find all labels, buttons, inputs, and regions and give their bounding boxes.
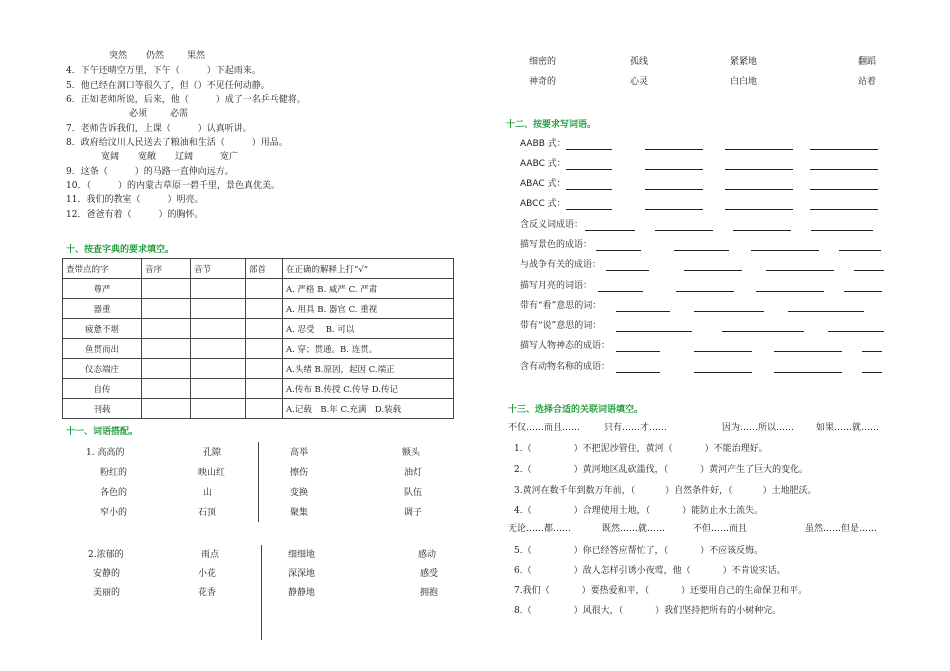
- match-word: 聚集: [290, 508, 309, 518]
- input-cell[interactable]: [142, 339, 191, 359]
- match-word: 2.浓郁的: [88, 550, 124, 560]
- answer-blank[interactable]: [694, 302, 764, 312]
- answer-blank[interactable]: [645, 200, 703, 210]
- answer-blank[interactable]: [725, 160, 793, 170]
- q-part: ）黄河产生了巨大的变化。: [700, 465, 809, 475]
- match-word: 站着: [858, 77, 877, 87]
- q-part: 1.（: [514, 444, 532, 454]
- match-word: 高举: [290, 448, 309, 458]
- q-part: ）风很大，（: [573, 606, 624, 616]
- input-cell[interactable]: [246, 319, 283, 339]
- q-part: ）要热爱和平，（: [581, 586, 650, 596]
- pattern-label: ABCC 式：: [520, 199, 566, 209]
- match-word: 映山红: [198, 468, 226, 478]
- pattern-label: AABC 式：: [520, 159, 566, 169]
- match-word: 细密的: [529, 57, 557, 67]
- input-cell[interactable]: [142, 319, 191, 339]
- input-cell[interactable]: [142, 299, 191, 319]
- answer-blank[interactable]: [616, 363, 660, 373]
- options-cell: A.记载 B.年 C.充满 D.装载: [283, 399, 454, 419]
- answer-blank[interactable]: [694, 342, 752, 352]
- match-word: 1. 高高的: [86, 448, 125, 458]
- table-row: [63, 379, 454, 399]
- answer-blanks: [566, 178, 878, 190]
- match-word: 擦伤: [290, 468, 309, 478]
- match-word: 额头: [402, 448, 421, 458]
- table-row: [63, 319, 454, 339]
- answer-blanks: [596, 239, 881, 251]
- option-word: 突然: [109, 51, 128, 61]
- options-cell: A. 穿；贯通。B. 连贯。: [283, 339, 454, 359]
- question-9: 9．这条（ ）的马路一直伸向远方。: [66, 167, 234, 177]
- word-cell: 鱼贯而出: [63, 339, 142, 359]
- q-part: 5.（: [514, 546, 532, 556]
- option-word: 必须: [129, 109, 148, 119]
- header-cell: 在正确的解释上打“√”: [283, 259, 454, 279]
- category-label: 带有“说”意思的词：: [520, 321, 602, 331]
- answer-blanks: [566, 158, 878, 170]
- conj-question-4: [514, 505, 763, 517]
- answer-blanks: [566, 198, 878, 210]
- answer-blank[interactable]: [810, 140, 878, 150]
- answer-blanks: [566, 138, 878, 150]
- conjunction-option: 不但……而且: [693, 524, 748, 534]
- answer-blanks: [616, 340, 882, 352]
- answer-blanks: [598, 280, 882, 292]
- option-word: 必需: [170, 109, 189, 119]
- table-row: [63, 299, 454, 319]
- match-word: 调子: [404, 508, 423, 518]
- answer-blank[interactable]: [725, 140, 793, 150]
- match-word: 队伍: [404, 488, 423, 498]
- answer-blank[interactable]: [766, 261, 834, 271]
- input-cell[interactable]: [142, 379, 191, 399]
- answer-blank[interactable]: [839, 241, 881, 251]
- answer-blank[interactable]: [655, 221, 713, 231]
- input-cell[interactable]: [246, 399, 283, 419]
- answer-blank[interactable]: [810, 180, 878, 190]
- match-word: 孤线: [630, 57, 649, 67]
- q-part: ）黄河地区乱砍滥伐，（: [573, 465, 669, 475]
- q-part: ）还要用自己的生命保卫和平。: [681, 586, 808, 596]
- answer-blank[interactable]: [788, 302, 864, 312]
- input-cell[interactable]: [191, 379, 246, 399]
- answer-blank[interactable]: [674, 241, 729, 251]
- answer-blank[interactable]: [756, 282, 824, 292]
- q-part: 3.黄河在数千年到数万年前，（: [514, 486, 636, 496]
- q-part: ）不能治理好。: [704, 444, 768, 454]
- category-label: 描写月亮的词语：: [520, 281, 593, 291]
- conj-question-7: [514, 585, 807, 597]
- section-13-title: 十三、选择合适的关联词语填空。: [508, 405, 644, 415]
- section-10-title: 十、按查字典的要求填空。: [66, 245, 175, 255]
- match-word: 孔隙: [203, 448, 222, 458]
- match-word: 细细地: [288, 550, 316, 560]
- conjunction-option: 因为……所以……: [722, 423, 795, 433]
- header-cell: 音序: [142, 259, 191, 279]
- match-word: 感受: [420, 569, 439, 579]
- answer-blank[interactable]: [774, 342, 842, 352]
- answer-blank[interactable]: [774, 363, 842, 373]
- question-5: 5．他已经在洞口等很久了，但（）不见任何动静。: [66, 81, 270, 91]
- match-word: 翻蹈: [858, 57, 877, 67]
- input-cell[interactable]: [246, 279, 283, 299]
- answer-blank[interactable]: [676, 282, 734, 292]
- header-cell: 部首: [246, 259, 283, 279]
- match-word: 变换: [290, 488, 309, 498]
- answer-blank[interactable]: [566, 200, 612, 210]
- q-part: ）土地肥沃。: [762, 486, 817, 496]
- question-10: 10．（ ）的内蒙古草原一碧千里，景色真优美。: [66, 181, 280, 191]
- answer-blank[interactable]: [854, 261, 884, 271]
- answer-blanks: [616, 320, 884, 332]
- answer-blank[interactable]: [810, 200, 878, 210]
- section-12-title: 十二、按要求写词语。: [506, 120, 597, 130]
- answer-blank[interactable]: [811, 221, 873, 231]
- match-word: 白白地: [730, 77, 758, 87]
- match-word: 感动: [418, 550, 437, 560]
- option-word: 仍然: [146, 51, 165, 61]
- match-word: 神奇的: [529, 77, 557, 87]
- table-row: [63, 399, 454, 419]
- category-label: 含有动物名称的成语：: [520, 362, 611, 372]
- pattern-label: ABAC 式：: [520, 179, 566, 189]
- options-cell: A.头绪 B.原因，起因 C.端正: [283, 359, 454, 379]
- column-divider: [261, 545, 262, 640]
- q-part: ）自然条件好，（: [665, 486, 733, 496]
- match-word: 窄小的: [100, 508, 128, 518]
- match-word: 心灵: [630, 77, 649, 87]
- answer-blank[interactable]: [725, 180, 793, 190]
- answer-blanks: [616, 361, 882, 373]
- answer-blank[interactable]: [751, 241, 819, 251]
- match-word: 粉红的: [100, 468, 128, 478]
- answer-blanks: [616, 300, 864, 312]
- header-cell: 音节: [191, 259, 246, 279]
- conj-question-3: [514, 485, 817, 497]
- answer-blank[interactable]: [596, 241, 641, 251]
- option-word: 果然: [187, 51, 206, 61]
- question-4: 4．下午还晴空万里，下午（ ）下起雨来。: [66, 66, 261, 76]
- answer-blank[interactable]: [862, 342, 882, 352]
- match-word: 山: [203, 488, 213, 498]
- word-cell: 仪态端庄: [63, 359, 142, 379]
- answer-blank[interactable]: [810, 160, 878, 170]
- category-label: 描写景色的成语：: [520, 240, 593, 250]
- match-word: 雨点: [201, 550, 220, 560]
- options-cell: A. 严格 B. 威严 C. 严肃: [283, 279, 454, 299]
- answer-blank[interactable]: [606, 261, 649, 271]
- match-word: 油灯: [404, 468, 423, 478]
- input-cell[interactable]: [191, 399, 246, 419]
- input-cell[interactable]: [246, 359, 283, 379]
- question-7: 7．老师告诉我们，上课（ ）认真听讲。: [66, 124, 252, 134]
- option-word: 辽阔: [175, 152, 194, 162]
- match-word: 美丽的: [93, 588, 121, 598]
- match-word: 拥抱: [420, 588, 439, 598]
- input-cell[interactable]: [142, 279, 191, 299]
- conjunction-option: 如果……就……: [816, 423, 880, 433]
- answer-blank[interactable]: [566, 180, 612, 190]
- column-divider: [258, 442, 259, 522]
- match-word: 各色的: [100, 488, 128, 498]
- q-part: ）我们坚持把所有的小树种完。: [655, 606, 782, 616]
- conjunction-option: 虽然……但是……: [805, 524, 878, 534]
- question-11: 11．我们的教室（ ）明亮。: [66, 195, 204, 205]
- conj-question-6: [514, 565, 786, 577]
- match-word: 紧紧地: [730, 57, 758, 67]
- question-6: 6．正如老师所说，后来，他（ ）成了一名乒乓健将。: [66, 95, 306, 105]
- category-label: 描写人物神态的成语：: [520, 341, 611, 351]
- q-part: ）敌人怎样引诱小夜莺，他（: [573, 566, 691, 576]
- conjunction-option: 无论……都……: [508, 524, 572, 534]
- q-part: 4.（: [514, 506, 532, 516]
- answer-blank[interactable]: [585, 221, 635, 231]
- table-header-row: [63, 259, 454, 279]
- conjunction-option: 只有……才……: [604, 423, 668, 433]
- category-label: 与战争有关的成语：: [520, 260, 602, 270]
- word-cell: 器重: [63, 299, 142, 319]
- table-row: [63, 359, 454, 379]
- dictionary-table: [62, 258, 454, 419]
- q-part: ）不把泥沙管住，黄河（: [573, 444, 673, 454]
- conjunction-option: 不仅……而且……: [508, 423, 581, 433]
- answer-blank[interactable]: [694, 363, 752, 373]
- q-part: ）不应该反悔。: [700, 546, 764, 556]
- answer-blank[interactable]: [722, 322, 804, 332]
- conjunction-option: 既然……就……: [602, 524, 666, 534]
- option-word: 宽广: [220, 152, 239, 162]
- match-word: 石顶: [198, 508, 217, 518]
- question-12: 12．爸爸有着（ ）的胸怀。: [66, 210, 204, 220]
- conj-question-2: [514, 464, 808, 476]
- category-label: 含反义词成语：: [520, 220, 584, 230]
- options-cell: A. 忍受 B. 可以: [283, 319, 454, 339]
- q-part: 7.我们（: [514, 586, 550, 596]
- answer-blank[interactable]: [616, 342, 660, 352]
- question-8: 8．政府给汶川人民送去了粮油和生活（ ）用品。: [66, 138, 288, 148]
- q-part: ）合理使用土地，（: [573, 506, 651, 516]
- header-cell: 查带点的字: [63, 259, 142, 279]
- input-cell[interactable]: [191, 279, 246, 299]
- option-word: 宽敞: [138, 152, 157, 162]
- conj-question-5: [514, 545, 763, 557]
- section-11-title: 十一、词语搭配。: [66, 427, 139, 437]
- word-cell: 疲惫不堪: [63, 319, 142, 339]
- answer-blank[interactable]: [684, 261, 742, 271]
- input-cell[interactable]: [246, 379, 283, 399]
- match-word: 静静地: [288, 588, 316, 598]
- answer-blank[interactable]: [725, 200, 793, 210]
- input-cell[interactable]: [246, 299, 283, 319]
- answer-blanks: [585, 219, 873, 231]
- q-part: ）你已经答应帮忙了，（: [573, 546, 669, 556]
- match-word: 深深地: [288, 569, 316, 579]
- answer-blank[interactable]: [645, 160, 703, 170]
- options-cell: A.传布 B.传授 C.传导 D.传记: [283, 379, 454, 399]
- word-cell: 尊严: [63, 279, 142, 299]
- q-part: ）不肯说实话。: [722, 566, 786, 576]
- answer-blank[interactable]: [566, 140, 612, 150]
- input-cell[interactable]: [246, 339, 283, 359]
- q-part: 6.（: [514, 566, 532, 576]
- input-cell[interactable]: [191, 319, 246, 339]
- input-cell[interactable]: [142, 359, 191, 379]
- category-label: 带有“看”意思的词：: [520, 301, 602, 311]
- answer-blank[interactable]: [645, 140, 703, 150]
- answer-blank[interactable]: [566, 160, 612, 170]
- table-row: [63, 339, 454, 359]
- answer-blanks: [606, 259, 884, 271]
- word-cell: 自传: [63, 379, 142, 399]
- q-part: 2.（: [514, 465, 532, 475]
- answer-blank[interactable]: [616, 322, 692, 332]
- option-word: 宽阔: [101, 152, 120, 162]
- answer-blank[interactable]: [828, 322, 884, 332]
- match-word: 安静的: [93, 569, 121, 579]
- input-cell[interactable]: [142, 399, 191, 419]
- options-cell: A. 用具 B. 器官 C. 重视: [283, 299, 454, 319]
- answer-blank[interactable]: [645, 180, 703, 190]
- conj-question-1: [514, 443, 768, 455]
- answer-blank[interactable]: [844, 282, 882, 292]
- answer-blank[interactable]: [733, 221, 791, 231]
- word-cell: 刊载: [63, 399, 142, 419]
- table-row: [63, 279, 454, 299]
- conj-question-8: [514, 605, 781, 617]
- input-cell[interactable]: [191, 359, 246, 379]
- answer-blank[interactable]: [598, 282, 643, 292]
- answer-blank[interactable]: [616, 302, 670, 312]
- answer-blank[interactable]: [862, 363, 882, 373]
- pattern-label: AABB 式：: [520, 139, 566, 149]
- q-part: 8.（: [514, 606, 532, 616]
- match-word: 小花: [198, 569, 217, 579]
- q-part: ）能防止水土流失。: [682, 506, 764, 516]
- match-word: 花香: [198, 588, 217, 598]
- input-cell[interactable]: [191, 339, 246, 359]
- input-cell[interactable]: [191, 299, 246, 319]
